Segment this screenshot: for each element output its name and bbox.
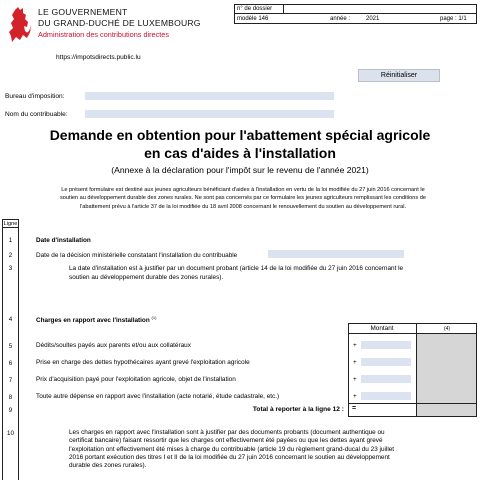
page-title-line2: en cas d'aides à l'installation: [144, 145, 336, 161]
line-number: 3: [8, 265, 13, 272]
line-number: 8: [8, 394, 13, 401]
line-number: 7: [8, 377, 13, 384]
line-column-header: Ligne: [3, 221, 18, 227]
dossier-label: n° de dossier: [237, 6, 273, 12]
line-number: 9: [8, 407, 13, 414]
tax-office-label: Bureau d'imposition:: [5, 93, 65, 100]
line-number: 1: [8, 237, 13, 244]
line-number: 4: [8, 316, 13, 323]
reset-button[interactable]: Réinitialiser: [358, 69, 440, 82]
year-value: 2021: [366, 16, 380, 22]
equals-sign: =: [352, 405, 357, 412]
dossier-box: [234, 4, 477, 24]
acquisition-price-label: Prix d'acquisition payé pour l'exploitation agricole, objet de l'installation: [36, 376, 236, 383]
page-title-line1: Demande en obtention pour l'abattement spécial agricole: [49, 127, 431, 143]
red-lion-icon: [6, 6, 32, 44]
other-expenses-label: Toute autre dépense en rapport avec l'installation (acte notarié, étude cadastrale, etc.): [36, 393, 280, 400]
acquisition-price-amount-input[interactable]: [361, 375, 411, 383]
website-url: https://impotsdirects.public.lu: [56, 54, 141, 61]
dedits-amount-input[interactable]: [361, 341, 411, 349]
page-subtitle: (Annexe à la déclaration pour l'impôt sur le revenu de l'année 2021): [111, 165, 369, 175]
government-name-line2: DU GRAND-DUCHÉ DE LUXEMBOURG: [38, 18, 201, 28]
line-number: 10: [7, 430, 14, 437]
administration-name: Administration des contributions directes: [38, 30, 170, 39]
amount-column-header: Montant: [370, 325, 394, 332]
year-label: année :: [330, 16, 351, 22]
tax-office-input[interactable]: [85, 92, 334, 100]
mortgage-debt-amount-input[interactable]: [361, 358, 411, 366]
installation-date-note: La date d'installation est à justifier par un document probant (article 14 de la loi modifiée du 27 juin 2016 concernant le soutien au développement durable des zones rurales).: [69, 265, 404, 282]
dedits-label: Dédits/soultes payés aux parents et/ou aux collatéraux: [36, 342, 191, 349]
line-number: 2: [8, 252, 13, 259]
amount-table: [348, 323, 477, 417]
page-indicator: page : 1/1: [440, 16, 467, 22]
taxpayer-name-input[interactable]: [85, 110, 334, 118]
charges-justification-note: Les charges en rapport avec l'installation sont à justifier par des documents probants (document authentique ou certificat bancaire) faisant ressortir que les charges ont effectivement été payées ou que les dettes ayant grevé l'exploitation ont effectivement été mises à charge du contribuable (article 19 du règlement grand-ducal du 23 juillet 2016 portant exécution des titres I et II de la loi modifiée du 27 juin 2016 concernant le soutien au développement durable des zones rurales).: [69, 429, 395, 470]
plus-sign: +: [353, 359, 357, 366]
taxpayer-name-label: Nom du contribuable:: [5, 111, 68, 118]
intro-paragraph: Le présent formulaire est destiné aux jeunes agriculteurs bénéficiant d'aides à l'installation en vertu de la loi modifiée du 27 juin 2016 concernant le soutien au développement durable des zones rurales. Ne sont pas concernés par ce formulaire les jeunes agriculteurs remplissant les conditions de l'abattement prévu à l'article 37 de la loi modifiée du 18 avril 2008 concernant le renouvellement du soutien au développement rural.: [60, 187, 426, 210]
installation-date-heading: Date d'installation: [36, 237, 91, 244]
government-name-line1: LE GOUVERNEMENT: [38, 7, 128, 17]
installation-charges-heading: Charges en rapport avec l'installation $^{(1)}$: [36, 315, 157, 325]
decision-date-input[interactable]: [268, 250, 404, 258]
line-number: 5: [8, 343, 13, 350]
decision-date-label: Date de la décision ministérielle constatant l'installation du contribuable: [36, 252, 238, 259]
model-number: modèle 146: [237, 16, 269, 22]
plus-sign: +: [353, 342, 357, 349]
mortgage-debt-label: Prise en charge des dettes hypothécaires ayant grevé l'exploitation agricole: [36, 359, 250, 366]
total-label: Total à reporter à la ligne 12 :: [252, 406, 344, 413]
line-number: 6: [8, 360, 13, 367]
note-column-header: (4): [443, 326, 451, 332]
plus-sign: +: [353, 393, 357, 400]
other-expenses-amount-input[interactable]: [361, 392, 411, 400]
plus-sign: +: [353, 376, 357, 383]
